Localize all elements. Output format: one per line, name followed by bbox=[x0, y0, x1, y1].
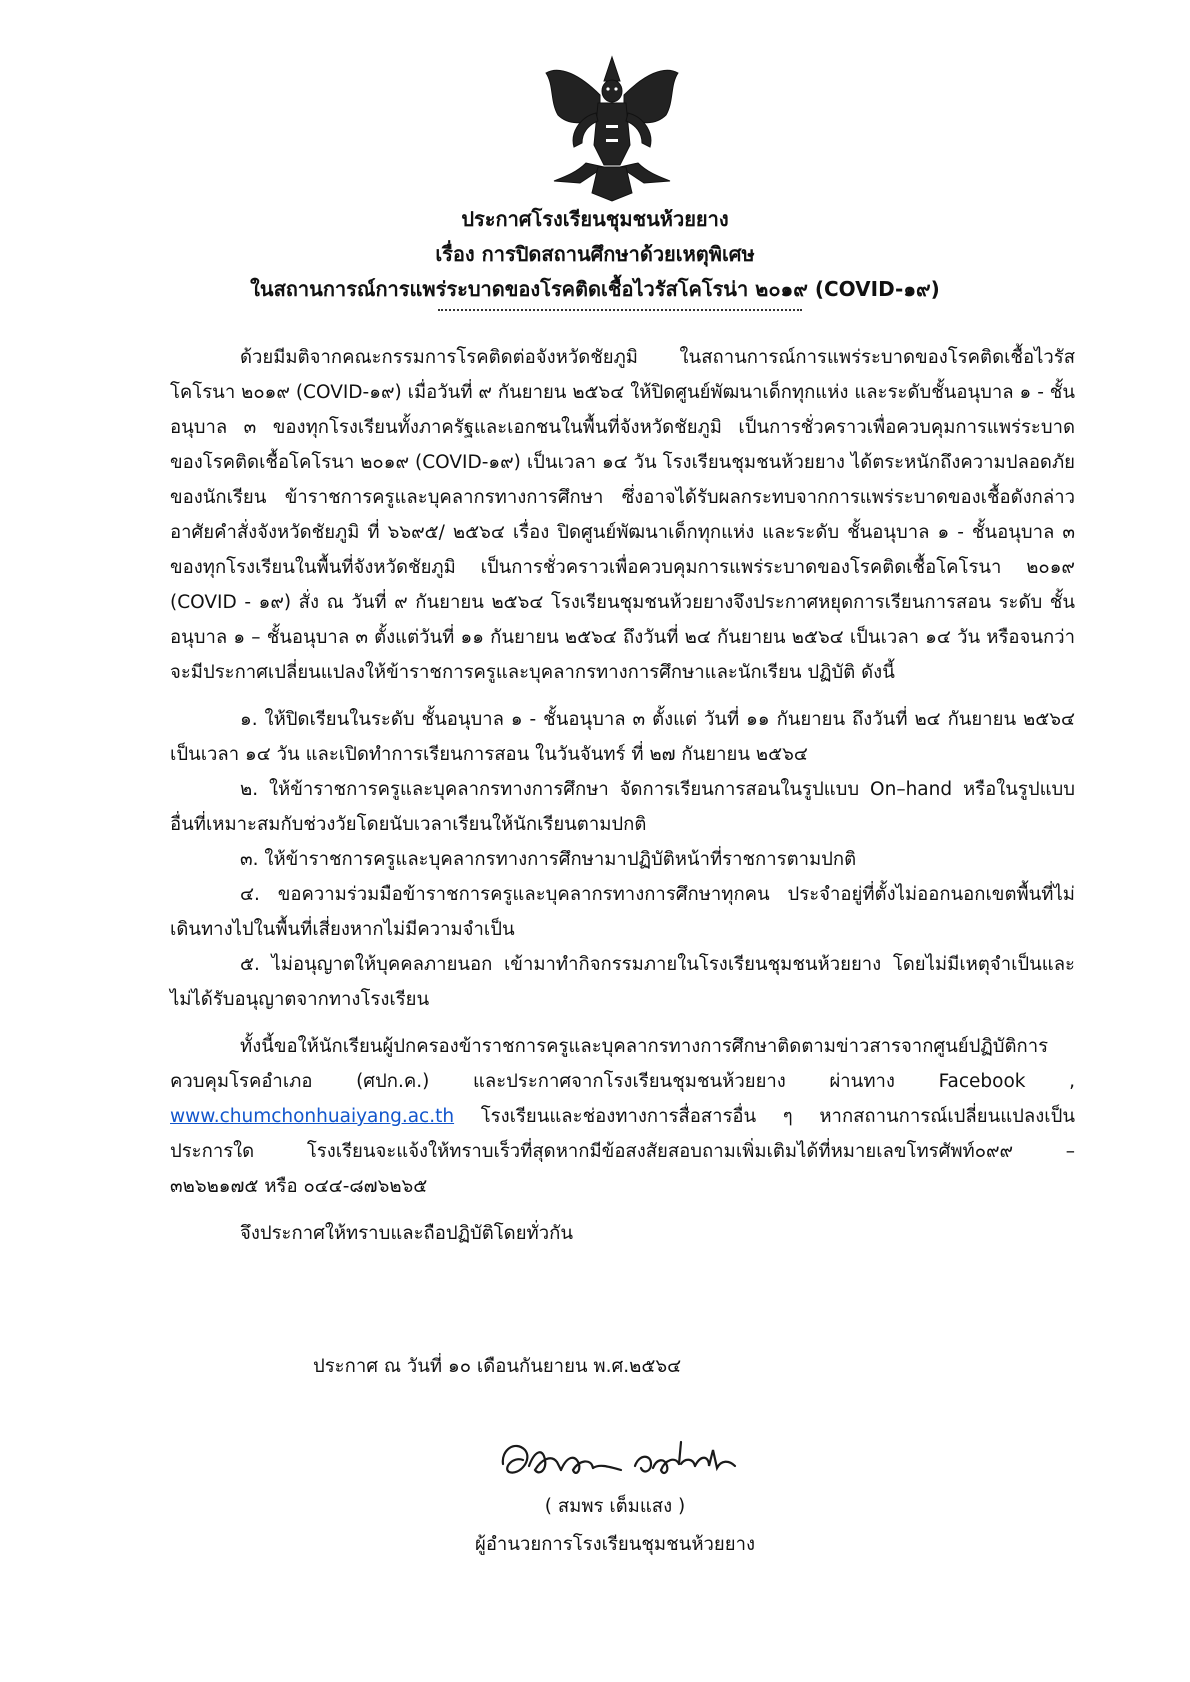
announcement-subject: เรื่อง การปิดสถานศึกษาด้วยเหตุพิเศษ bbox=[435, 242, 755, 266]
spacer bbox=[170, 1017, 1075, 1029]
announcement-date: ประกาศ ณ วันที่ ๑๐ เดือนกันยายน พ.ศ.๒๕๖๔ bbox=[313, 1356, 682, 1377]
list-item-2: ๒. ให้ข้าราชการครูและบุคลากรทางการศึกษา จัดการเรียนการสอนในรูปแบบ On–hand หรือในรูปแบบอื่นที่เหมาะสมกับช่วงวัยโดยนับเวลาเรียนให้นักเรียนตามปกติ bbox=[170, 779, 1075, 835]
signer-name: ( สมพร เต็มแสง ) bbox=[544, 1496, 686, 1517]
handwritten-signature bbox=[495, 1420, 755, 1500]
list-item-1: ๑. ให้ปิดเรียนในระดับ ชั้นอนุบาล ๑ - ชั้นอนุบาล ๓ ตั้งแต่ วันที่ ๑๑ กันยายน ถึงวันที่ ๒๔ กันยายน ๒๕๖๔ เป็นเวลา ๑๔ วัน และเปิดทำการเรียนการสอน ในวันจันทร์ ที่ ๒๗ กันยายน ๒๕๖๔ bbox=[170, 709, 1075, 765]
list-item-4: ๔. ขอความร่วมมือข้าราชการครูและบุคลากรทางการศึกษาทุกคน ประจำอยู่ที่ตั้งไม่ออกนอกเขตพื้นที่ไม่เดินทางไปในพื้นที่เสี่ยงหากไม่มีความจำเป็น bbox=[170, 884, 1075, 940]
spacer bbox=[170, 690, 1075, 702]
paragraph-contact bbox=[170, 1029, 1075, 1204]
list-item-5: ๕. ไม่อนุญาตให้บุคคลภายนอก เข้ามาทำกิจกรรมภายในโรงเรียนชุมชนห้วยยาง โดยไม่มีเหตุจำเป็นและไม่ได้รับอนุญาตจากทางโรงเรียน bbox=[170, 954, 1075, 1010]
paragraph-closing: จึงประกาศให้ทราบและถือปฏิบัติโดยทั่วกัน bbox=[240, 1223, 573, 1244]
announcement-body bbox=[170, 340, 1075, 1251]
paragraph-intro: ด้วยมีมติจากคณะกรรมการโรคติดต่อจังหวัดชัยภูมิ ในสถานการณ์การแพร่ระบาดของโรคติดเชื้อไวรัสโคโรนา ๒๐๑๙ (COVID-๑๙) เมื่อวันที่ ๙ กันยายน ๒๕๖๔ ให้ปิดศูนย์พัฒนาเด็กทุกแห่ง และระดับชั้นอนุบาล ๑ - ชั้นอนุบาล ๓ ของทุกโรงเรียนทั้งภาครัฐและเอกชนในพื้นที่จังหวัดชัยภูมิ เป็นการชั่วคราวเพื่อควบคุมการแพร่ระบาดของโรคติดเชื้อโคโรนา ๒๐๑๙ (COVID-๑๙) เป็นเวลา ๑๔ วัน โรงเรียนชุมชนห้วยยาง ได้ตระหนักถึงความปลอดภัยของนักเรียน ข้าราชการครูและบุคลากรทางการศึกษา ซึ่งอาจได้รับผลกระทบจากการแพร่ระบาดของเชื้อดังกล่าว อาศัยคำสั่งจังหวัดชัยภูมิ ที่ ๖๖๙๕/ ๒๕๖๔ เรื่อง ปิดศูนย์พัฒนาเด็กทุกแห่ง และระดับ ชั้นอนุบาล ๑ - ชั้นอนุบาล ๓ ของทุกโรงเรียนในพื้นที่จังหวัดชัยภูมิ เป็นการชั่วคราวเพื่อควบคุมการแพร่ระบาดของโรคติดเชื้อโคโรนา ๒๐๑๙ (COVID - ๑๙) สั่ง ณ วันที่ ๙ กันยายน ๒๕๖๔ โรงเรียนชุมชนห้วยยางจึงประกาศหยุดการเรียนการสอน ระดับ ชั้นอนุบาล ๑ – ชั้นอนุบาล ๓ ตั้งแต่วันที่ ๑๑ กันยายน ๒๕๖๔ ถึงวันที่ ๒๔ กันยายน ๒๕๖๔ เป็นเวลา ๑๔ วัน หรือจนกว่าจะมีประกาศเปลี่ยนแปลงให้ข้าราชการครูและบุคลากรทางการศึกษาและนักเรียน ปฏิบัติ ดังนี้ bbox=[170, 347, 1075, 683]
contact-text-b: โรงเรียนและช่องทางการสื่อสารอื่น ๆ หากสถานการณ์เปลี่ยนแปลงเป็นประการใด โรงเรียนจะแจ้งให้ทราบเร็วที่สุดหากมีข้อสงสัยสอบถามเพิ่มเติมได้ที่หมายเลขโทรศัพท์๐๙๙ – ๓๒๖๒๑๗๕ หรือ ๐๔๔-๘๗๖๒๖๕ bbox=[170, 1106, 1075, 1197]
dotted-divider bbox=[438, 309, 802, 311]
announcement-context: ในสถานการณ์การแพร่ระบาดของโรคติดเชื้อไวรัสโคโรน่า ๒๐๑๙ (COVID-๑๙) bbox=[250, 277, 940, 301]
contact-text-a: ทั้งนี้ขอให้นักเรียนผู้ปกครองข้าราชการครูและบุคลากรทางการศึกษาติดตามข่าวสารจากศูนย์ปฏิบัติการควบคุมโรคอำเภอ (ศปก.ค.) และประกาศจากโรงเรียนชุมชนห้วยยาง ผ่านทาง Facebook , bbox=[170, 1036, 1075, 1092]
spacer bbox=[170, 1204, 1075, 1216]
school-website-link[interactable]: www.chumchonhuaiyang.ac.th bbox=[170, 1106, 455, 1127]
announcement-title: ประกาศโรงเรียนชุมชนห้วยยาง bbox=[461, 207, 729, 231]
signer-title: ผู้อำนวยการโรงเรียนชุมชนห้วยยาง bbox=[474, 1534, 756, 1555]
garuda-emblem-icon bbox=[540, 55, 685, 205]
list-item-3: ๓. ให้ข้าราชการครูและบุคลากรทางการศึกษามาปฏิบัติหน้าที่ราชการตามปกติ bbox=[240, 849, 857, 870]
